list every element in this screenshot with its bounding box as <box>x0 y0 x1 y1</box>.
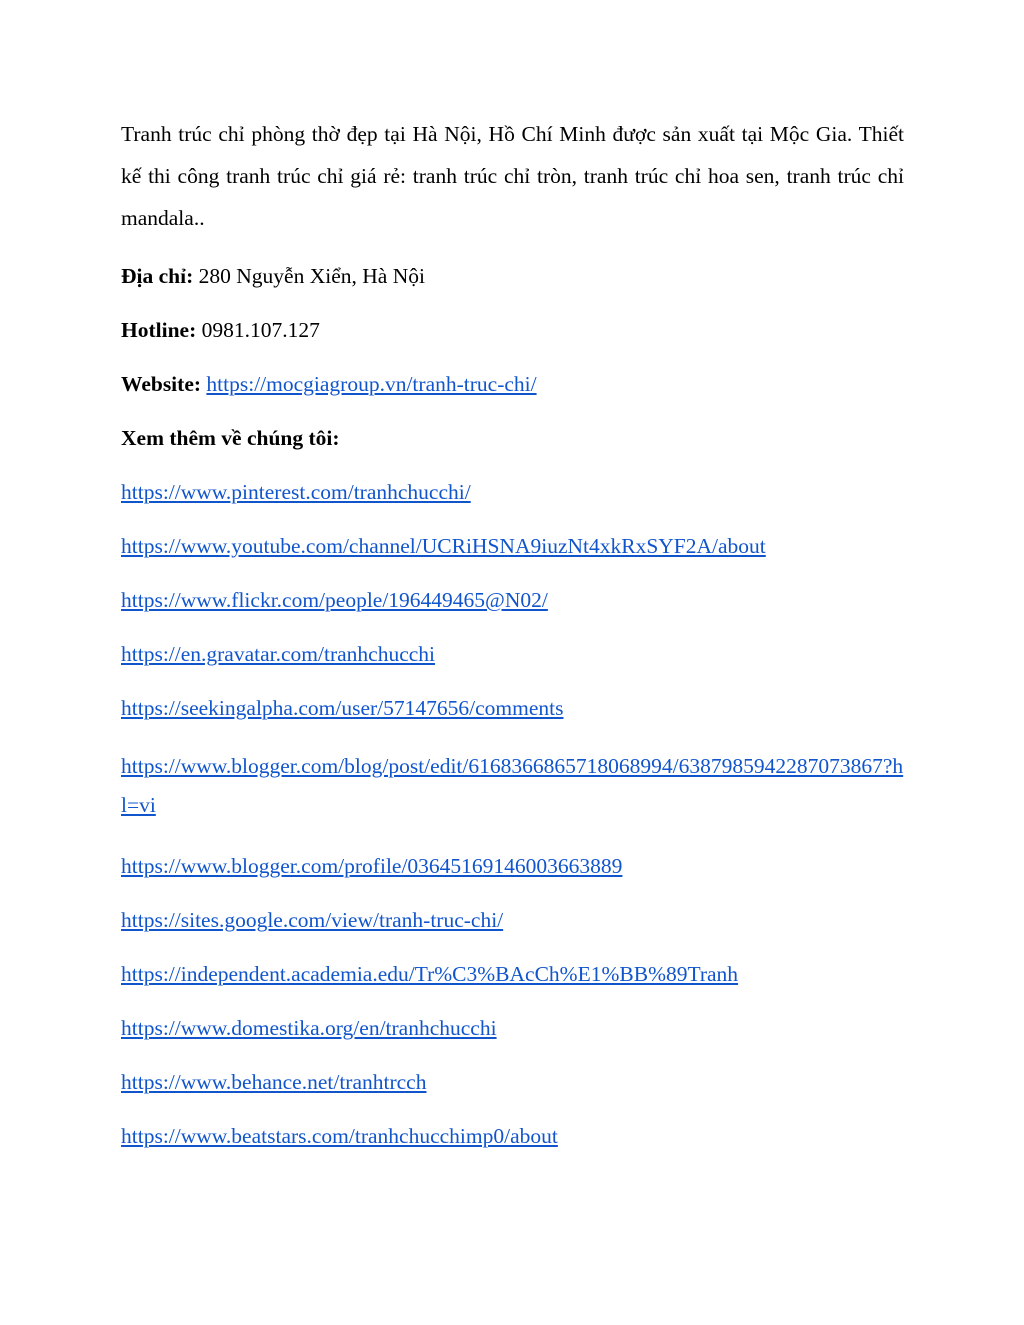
blogger-post-link[interactable]: https://www.blogger.com/blog/post/edit/6168366865718068994/6387985942287073867?hl=vi <box>121 754 904 817</box>
list-item <box>121 1121 904 1151</box>
list-item <box>121 693 904 723</box>
address-line <box>121 261 904 291</box>
address-value: 280 Nguyễn Xiển, Hà Nội <box>198 264 425 288</box>
hotline-value: 0981.107.127 <box>201 318 320 342</box>
list-item <box>121 531 904 561</box>
pinterest-link[interactable]: https://www.pinterest.com/tranhchucchi/ <box>121 480 471 504</box>
website-line <box>121 369 904 399</box>
youtube-link[interactable]: https://www.youtube.com/channel/UCRiHSNA9iuzNt4xkRxSYF2A/about <box>121 534 766 558</box>
flickr-link[interactable]: https://www.flickr.com/people/196449465@N02/ <box>121 588 548 612</box>
list-item <box>121 477 904 507</box>
behance-link[interactable]: https://www.behance.net/tranhtrcch <box>121 1070 427 1094</box>
website-link[interactable]: https://mocgiagroup.vn/tranh-truc-chi/ <box>206 372 537 396</box>
list-item <box>121 959 904 989</box>
blogger-profile-link[interactable]: https://www.blogger.com/profile/03645169146003663889 <box>121 854 623 878</box>
academia-link[interactable]: https://independent.academia.edu/Tr%C3%BAcCh%E1%BB%89Tranh <box>121 962 739 986</box>
list-item <box>121 1067 904 1097</box>
domestika-link[interactable]: https://www.domestika.org/en/tranhchucchi <box>121 1016 497 1040</box>
list-item <box>121 851 904 881</box>
hotline-label: Hotline: <box>121 318 197 342</box>
list-item <box>121 1013 904 1043</box>
document-page <box>121 113 904 1151</box>
beatstars-link[interactable]: https://www.beatstars.com/tranhchucchimp0/about <box>121 1124 558 1148</box>
list-item <box>121 585 904 615</box>
website-label: Website: <box>121 372 202 396</box>
list-item <box>121 639 904 669</box>
list-item <box>121 747 904 825</box>
links-list <box>121 477 904 1151</box>
list-item <box>121 905 904 935</box>
more-heading-line <box>121 423 904 453</box>
more-heading: Xem thêm về chúng tôi: <box>121 426 340 450</box>
google-sites-link[interactable]: https://sites.google.com/view/tranh-truc-chi/ <box>121 908 504 932</box>
intro-paragraph: Tranh trúc chỉ phòng thờ đẹp tại Hà Nội, Hồ Chí Minh được sản xuất tại Mộc Gia. Thiết kế thi công tranh trúc chỉ giá rẻ: tranh trúc chỉ tròn, tranh trúc chỉ hoa sen, tranh trúc chỉ mandala.. <box>121 122 904 230</box>
seekingalpha-link[interactable]: https://seekingalpha.com/user/57147656/comments <box>121 696 564 720</box>
address-label: Địa chỉ: <box>121 264 194 288</box>
gravatar-link[interactable]: https://en.gravatar.com/tranhchucchi <box>121 642 436 666</box>
hotline-line <box>121 315 904 345</box>
